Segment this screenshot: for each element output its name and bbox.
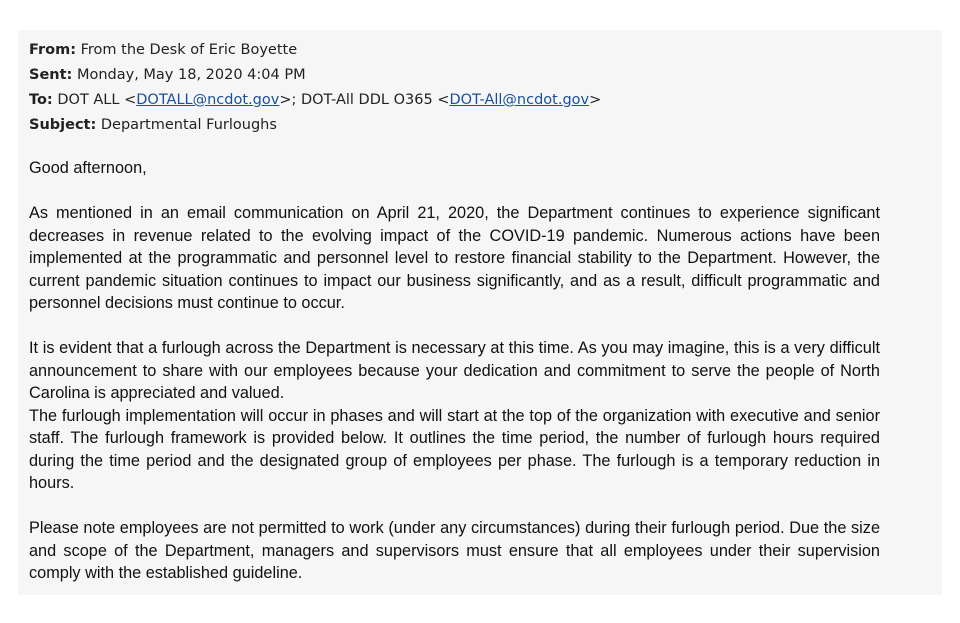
to-suffix: > <box>589 92 602 108</box>
sent-label: Sent: <box>29 67 73 83</box>
paragraph-guideline: Please note employees are not permitted to work (under any circumstances) during their furlough period. Due the size and scope of the Department, managers and supervisors must ensure that all employees under their supervision comply with the established guideline. <box>29 519 880 582</box>
subject-label: Subject: <box>29 117 97 133</box>
greeting: Good afternoon, <box>29 159 147 177</box>
email-body <box>29 157 880 607</box>
from-value: From the Desk of Eric Boyette <box>80 42 298 58</box>
from-label: From: <box>29 42 76 58</box>
to-line <box>29 88 929 113</box>
paragraph-revenue: As mentioned in an email communication on April 21, 2020, the Department continues to experience significant decreases in revenue related to the evolving impact of the COVID-19 pandemic. Numerous actions have been implemented at the programmatic and personnel level to restore financial stability to the Department. However, the current pandemic situation continues to impact our business significantly, and as a result, difficult programmatic and personnel decisions must continue to occur. <box>29 204 880 312</box>
email-link-dotall[interactable]: DOTALL@ncdot.gov <box>136 92 280 108</box>
email-link-dot-all[interactable]: DOT-All@ncdot.gov <box>449 92 590 108</box>
subject-line <box>29 113 929 138</box>
subject-value: Departmental Furloughs <box>100 117 277 133</box>
sent-line <box>29 63 929 88</box>
from-line <box>29 38 929 63</box>
paragraph-furlough-necessary: It is evident that a furlough across the Department is necessary at this time. As you may imagine, this is a very difficult announcement to share with our employees because your dedication and commitment to serve the people of North Carolina is appreciated and valued. <box>29 339 880 402</box>
paragraph-implementation: The furlough implementation will occur in phases and will start at the top of the organization with executive and senior staff. The furlough framework is provided below. It outlines the time period, the number of furlough hours required during the time period and the designated group of employees per phase. The furlough is a temporary reduction in hours. <box>29 406 880 492</box>
email-header <box>29 38 929 138</box>
sent-value: Monday, May 18, 2020 4:04 PM <box>76 67 306 83</box>
to-middle: >; DOT-All DDL O365 < <box>279 92 450 108</box>
to-label: To: <box>29 92 53 108</box>
to-prefix: DOT ALL < <box>57 92 137 108</box>
